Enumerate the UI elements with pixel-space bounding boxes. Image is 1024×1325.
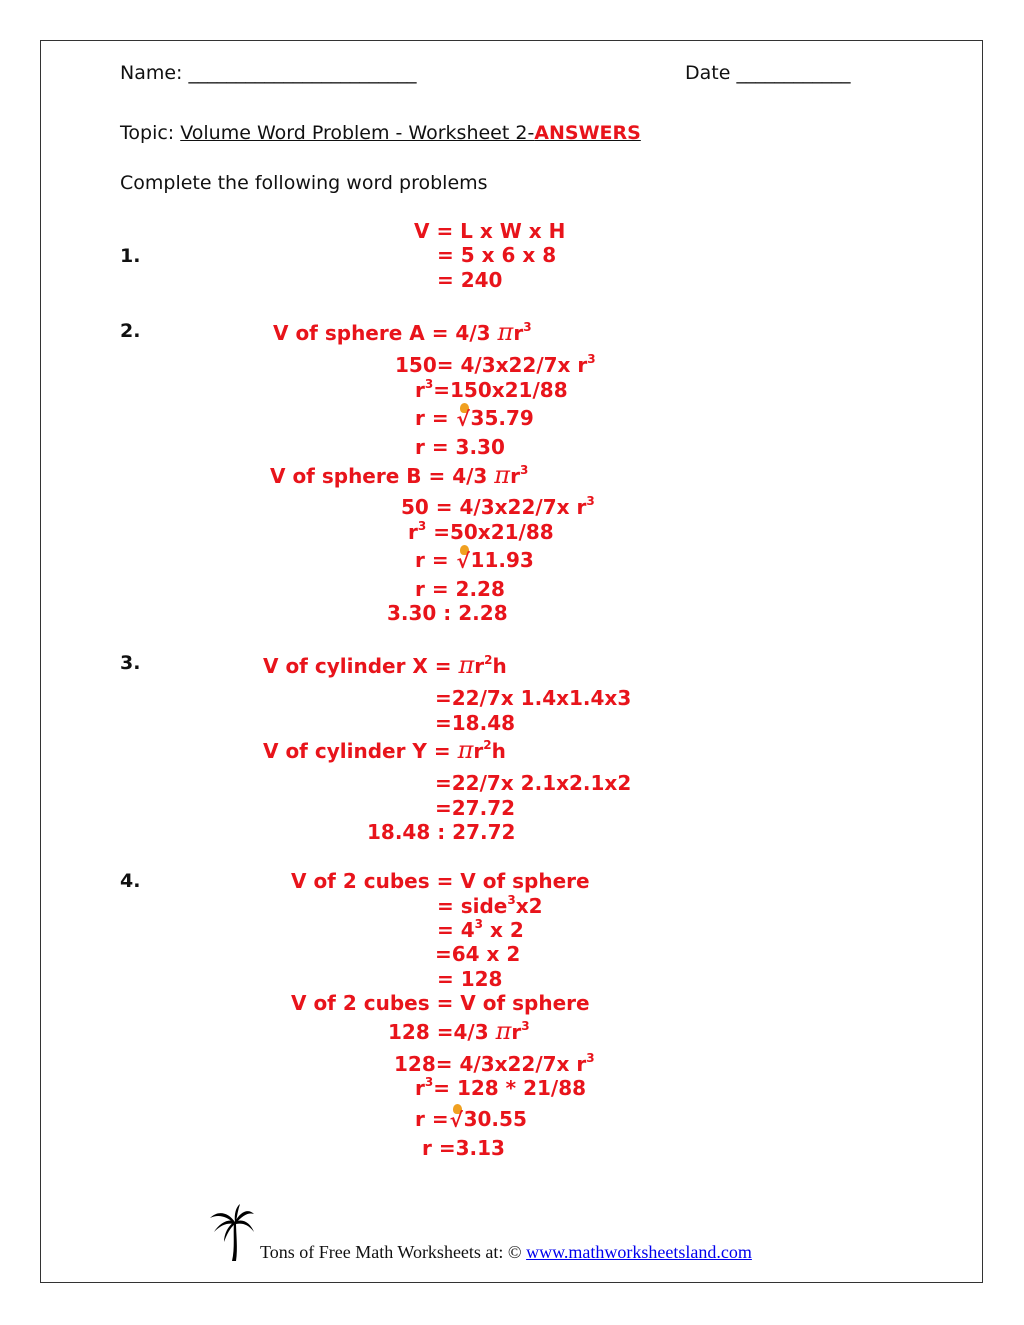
p2-a4-value: 35.79 — [470, 406, 534, 430]
exp-3: 3 — [521, 1019, 530, 1033]
pi-symbol: π — [457, 736, 474, 764]
p2-b2-text: 50 = 4/3x22/7x r — [401, 495, 587, 519]
pi-symbol: π — [495, 1017, 512, 1045]
footer-text: Tons of Free Math Worksheets at: © — [260, 1242, 527, 1262]
cube-root-icon — [456, 547, 471, 573]
exp-3: 3 — [417, 519, 427, 533]
exp-2: 2 — [484, 653, 493, 667]
p3-cylinder-x-sub: =22/7x 1.4x1.4x3 — [435, 686, 632, 710]
p2-b4-value: 11.93 — [470, 548, 534, 572]
exp-3: 3 — [586, 494, 595, 508]
p4-root — [415, 1106, 527, 1132]
p4-l10-pre: r = — [415, 1107, 449, 1131]
p2-sphere-a-root — [415, 405, 534, 431]
topic-line — [120, 122, 641, 144]
p4-equation-2: V of 2 cubes = V of sphere — [291, 991, 590, 1015]
footer-link[interactable]: www.mathworksheetsland.com — [526, 1242, 752, 1262]
p2-sphere-b-sub — [401, 495, 595, 519]
p2-b4-pre: r = — [415, 548, 456, 572]
pi-symbol: π — [497, 318, 514, 346]
p4-rcubed — [415, 1076, 586, 1100]
exp-3: 3 — [424, 377, 434, 391]
topic-title — [180, 122, 641, 144]
p4-l8-text: 128= 4/3x22/7x r — [394, 1052, 587, 1076]
p3-x1-text: V of cylinder X = — [263, 654, 459, 678]
p4-l3-pre: = 4 — [437, 918, 475, 942]
problem-number-2: 2. — [120, 320, 141, 342]
p4-l10-value: 30.55 — [463, 1107, 527, 1131]
p4-sphere-sub — [394, 1052, 595, 1076]
p1-substitution: = 5 x 6 x 8 — [437, 243, 557, 267]
exp-3: 3 — [523, 320, 532, 334]
palm-tree-icon — [208, 1204, 256, 1262]
p3-ratio: 18.48 : 27.72 — [367, 820, 516, 844]
footer-credit — [260, 1242, 752, 1263]
p4-l9-text: = 128 * 21/88 — [433, 1076, 587, 1100]
p2-a1-text: V of sphere A = 4/3 — [273, 321, 498, 345]
p3-y1-text: V of cylinder Y = — [263, 739, 458, 763]
cube-root-icon — [449, 1106, 464, 1132]
p2-sphere-b-root — [415, 547, 534, 573]
p4-sphere-formula — [388, 1019, 530, 1044]
p4-step-four — [437, 918, 524, 942]
h-var: h — [491, 739, 506, 763]
p2-sphere-a-radius: r = 3.30 — [415, 435, 505, 459]
date-field-label: Date ____________ — [685, 62, 851, 84]
p4-step-128: = 128 — [437, 967, 503, 991]
problem-number-1: 1. — [120, 245, 141, 267]
p3-cylinder-y-result: =27.72 — [435, 796, 516, 820]
p2-a4-pre: r = — [415, 406, 456, 430]
p2-sphere-b-rcubed — [408, 520, 554, 544]
p4-l3-post: x 2 — [483, 918, 524, 942]
p1-formula: V = L x W x H — [414, 219, 566, 243]
topic-prefix: Topic: — [120, 122, 181, 144]
exp-3: 3 — [507, 893, 516, 907]
p4-equation-1: V of 2 cubes = V of sphere — [291, 869, 590, 893]
p4-l2-post: x2 — [515, 894, 543, 918]
p2-a3-text: =150x21/88 — [433, 378, 568, 402]
exp-3: 3 — [474, 917, 483, 931]
r-var: r — [513, 321, 524, 345]
p2-sphere-a-rcubed — [415, 378, 568, 402]
instructions: Complete the following word problems — [120, 172, 488, 194]
p2-b1-text: V of sphere B = 4/3 — [270, 464, 495, 488]
p2-sphere-a-sub — [395, 353, 596, 377]
exp-3: 3 — [519, 463, 529, 477]
p4-l7-text: 128 =4/3 — [388, 1020, 496, 1044]
topic-answers-label: ANSWERS — [534, 122, 641, 144]
r-var: r — [474, 654, 485, 678]
r-var: r — [415, 378, 425, 402]
pi-symbol: π — [494, 461, 511, 489]
p4-step-side — [437, 894, 543, 918]
topic-title-text: Volume Word Problem - Worksheet 2- — [180, 122, 535, 144]
exp-2: 2 — [483, 738, 492, 752]
r-var: r — [511, 1020, 522, 1044]
p2-sphere-b-radius: r = 2.28 — [415, 577, 505, 601]
problem-number-3: 3. — [120, 652, 141, 674]
name-field-label: Name: ________________________ — [120, 62, 417, 84]
p2-ratio: 3.30 : 2.28 — [387, 601, 508, 625]
pi-symbol: π — [458, 651, 475, 679]
problem-number-4: 4. — [120, 870, 141, 892]
cube-root-icon — [456, 405, 471, 431]
r-var: r — [408, 520, 418, 544]
exp-3: 3 — [587, 352, 596, 366]
p2-sphere-a-formula — [273, 320, 532, 345]
p3-cylinder-x-formula — [263, 653, 507, 678]
exp-3: 3 — [424, 1075, 434, 1089]
r-var: r — [510, 464, 520, 488]
p2-sphere-b-formula — [270, 463, 528, 488]
exp-3: 3 — [586, 1051, 595, 1065]
p3-cylinder-x-result: =18.48 — [435, 711, 516, 735]
p1-result: = 240 — [437, 268, 503, 292]
p4-radius: r =3.13 — [422, 1136, 505, 1160]
p3-cylinder-y-sub: =22/7x 2.1x2.1x2 — [435, 771, 632, 795]
h-var: h — [492, 654, 507, 678]
p3-cylinder-y-formula — [263, 738, 506, 763]
p4-step-64: =64 x 2 — [435, 942, 521, 966]
r-var: r — [415, 1076, 425, 1100]
p2-b3-text: =50x21/88 — [426, 520, 554, 544]
r-var: r — [473, 739, 484, 763]
p2-a2-text: 150= 4/3x22/7x r — [395, 353, 588, 377]
p4-l2-pre: = side — [437, 894, 508, 918]
